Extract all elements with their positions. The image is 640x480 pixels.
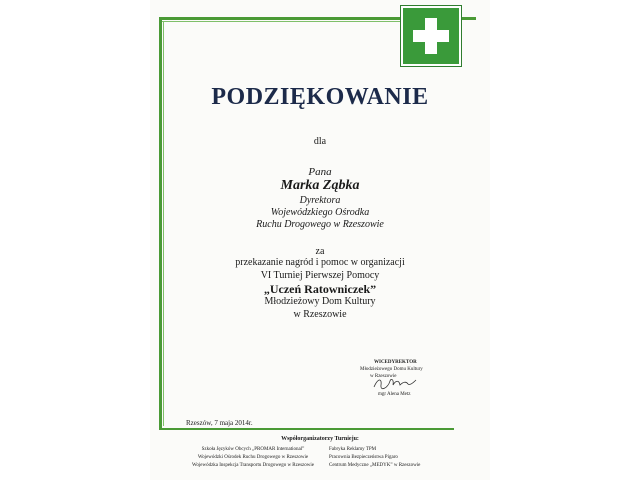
document-title: PODZIĘKOWANIE — [211, 84, 429, 110]
coorganizer-item: Centrum Medyczne „MEDYK” w Rzeszowie — [329, 463, 421, 468]
recipient-role-line: Dyrektora — [299, 195, 341, 206]
handwritten-signature — [372, 376, 418, 390]
coorganizers-left-column — [178, 446, 328, 470]
coorganizers-right-column — [329, 446, 449, 470]
coorganizer-item: Wojewódzka Inspekcja Transportu Drogowego w Rzeszowie — [192, 463, 314, 468]
first-aid-cross-icon — [401, 6, 461, 66]
coorganizer-item: Fabryka Reklamy TPM — [329, 447, 377, 452]
frame-left-thin-line — [163, 21, 164, 426]
honorific: Pana — [308, 166, 332, 178]
body-line: Młodzieżowy Dom Kultury — [264, 296, 376, 307]
coorganizers-title: Współorganizatorzy Turnieju: — [281, 436, 359, 442]
body-line: VI Turniej Pierwszej Pomocy — [260, 270, 380, 281]
signature-institution: Młodzieżowego Domu Kultury — [360, 367, 423, 372]
signature-title: WICEDYREKTOR — [374, 360, 417, 365]
body-line: przekazanie nagród i pomoc w organizacji — [235, 257, 405, 268]
frame-left-line — [159, 17, 162, 430]
recipient-role-line: Wojewódzkiego Ośrodka — [270, 207, 370, 218]
coorganizer-item: Wojewódzki Ośrodek Ruchu Drogowego w Rzeszowie — [197, 455, 309, 460]
for-label: dla — [313, 136, 327, 147]
certificate-paper — [150, 0, 490, 480]
coorganizer-item: Szkoła Języków Obcych „PROMAR International” — [201, 447, 305, 452]
body-line: w Rzeszowie — [293, 309, 347, 320]
event-name: „Uczeń Ratowniczek” — [263, 282, 377, 296]
recipient-name: Marka Ząbka — [280, 178, 360, 193]
za-label: za — [315, 246, 325, 257]
coorganizer-item: Pracownia Bezpieczeństwa Pigaro — [329, 455, 398, 460]
signature-institution-city: w Rzeszowie — [370, 374, 397, 379]
recipient-role-line: Ruchu Drogowego w Rzeszowie — [256, 219, 384, 230]
frame-bottom-line — [159, 428, 454, 430]
signatory-name: mgr Alena Metz — [378, 392, 411, 397]
date-line: Rzeszów, 7 maja 2014r. — [186, 419, 253, 427]
